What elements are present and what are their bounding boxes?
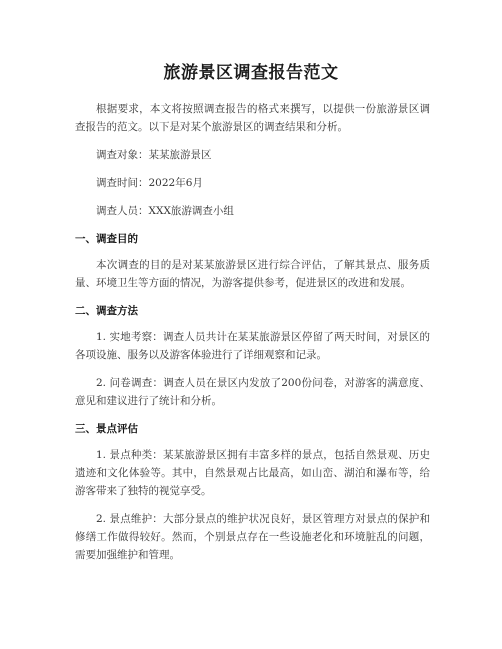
section-paragraph: 本次调查的目的是对某某旅游景区进行综合评估，了解其景点、服务质量、环境卫生等方面的情况，为游客提供参考，促进景区的改进和发展。 [75, 259, 430, 289]
section-heading-method: 二、调查方法 [75, 305, 138, 317]
section-paragraph: 2. 景点维护：大部分景点的维护状况良好，景区管理方对景点的保护和修缮工作做得较好。然而，个别景点存在一些设施老化和环境脏乱的问题，需要加强维护和管理。 [75, 513, 430, 561]
section-paragraph: 1. 景点种类：某某旅游景区拥有丰富多样的景点，包括自然景观、历史遗迹和文化体验等。其中，自然景观占比最高，如山峦、湖泊和瀑布等，给游客带来了独特的视觉享受。 [75, 449, 430, 497]
section-heading-evaluation: 三、景点评估 [75, 423, 138, 435]
section-heading-purpose: 一、调查目的 [75, 233, 138, 245]
meta-staff: 调查人员：XXX旅游调查小组 [96, 205, 234, 217]
section-paragraph: 1. 实地考察：调查人员共计在某某旅游景区停留了两天时间，对景区的各项设施、服务以及游客体验进行了详细观察和记录。 [75, 331, 430, 361]
document-body [75, 100, 430, 564]
section-paragraph: 2. 问卷调查：调查人员在景区内发放了200份问卷，对游客的满意度、意见和建议进行了统计和分析。 [75, 377, 430, 407]
intro-paragraph: 根据要求，本文将按照调查报告的格式来撰写，以提供一份旅游景区调查报告的范文。以下是对某个旅游景区的调查结果和分析。 [75, 103, 430, 133]
document-title: 旅游景区调查报告范文 [163, 63, 339, 83]
meta-target: 调查对象：某某旅游景区 [96, 149, 212, 161]
meta-time: 调查时间：2022年6月 [96, 177, 203, 189]
